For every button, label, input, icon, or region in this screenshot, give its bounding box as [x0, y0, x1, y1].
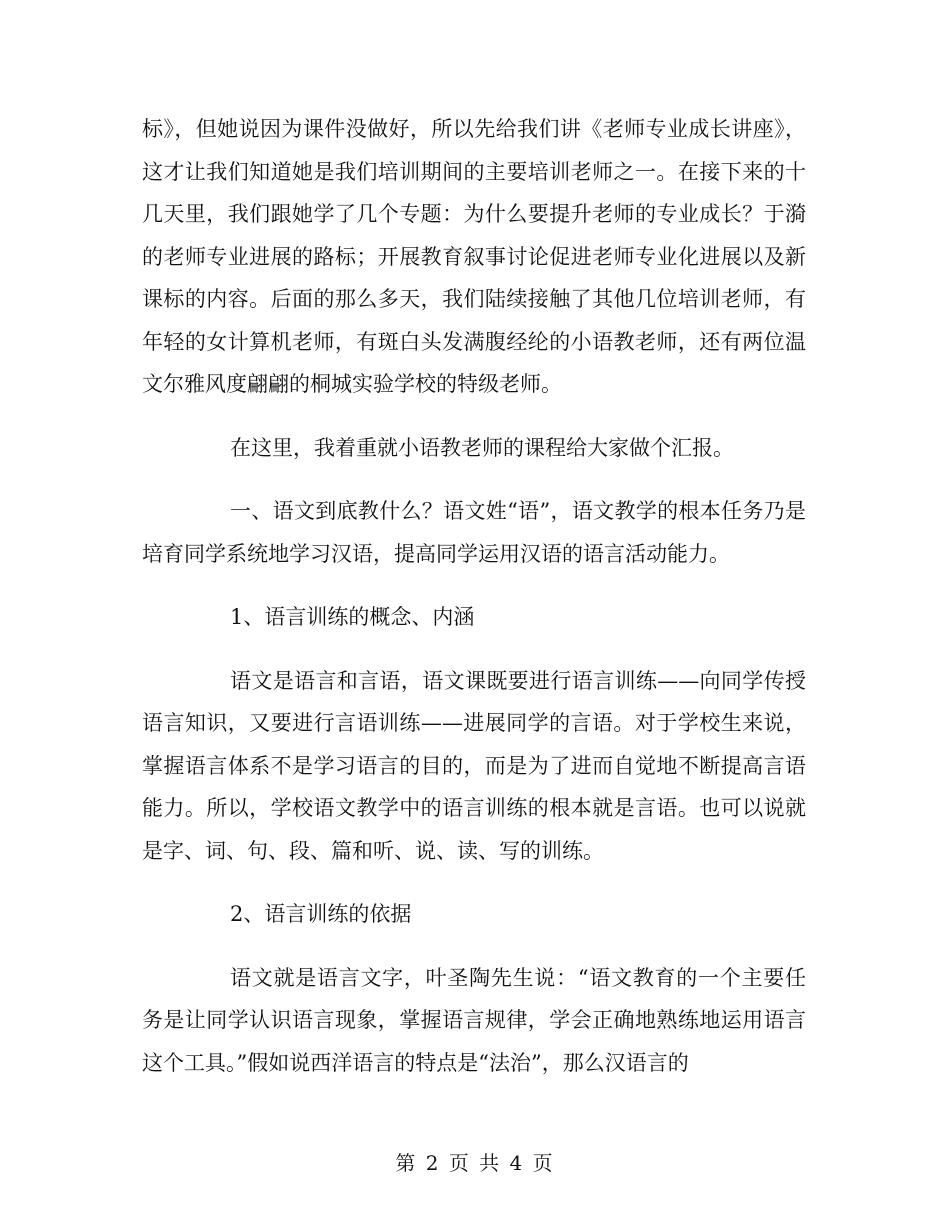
page-footer: 第 2 页 共 4 页 [395, 1151, 555, 1175]
body-text [142, 108, 806, 1105]
paragraph-language-speech: 语文是语言和言语，语文课既要进行语言训练——向同学传授语言知识，又要进行言语训练——进展同学的言语。对于学校生来说，掌握语言体系不是学习语言的目的，而是为了进而自觉地不断提高言语能力。所以，学校语文教学中的语言训练的根本就是言语。也可以说就是字、词、句、段、篇和听、说、读、写的训练。 [142, 668, 806, 863]
paragraph-report-intro: 在这里，我着重就小语教老师的课程给大家做个汇报。 [230, 435, 734, 460]
paragraph-ye-shengtao: 语文就是语言文字，叶圣陶先生说：“语文教育的一个主要任务是让同学认识语言现象，掌握语言规律，学会正确地熟练地运用语言这个工具。”假如说西洋语言的特点是“法治”，那么汉语言的 [142, 965, 806, 1075]
section-heading-what-to-teach: 一、语文到底教什么？语文姓“语”，语文教学的根本任务乃是培育同学系统地学习汉语，提高同学运用汉语的语言活动能力。 [142, 499, 806, 566]
subheading-concept: 1、语言训练的概念、内涵 [230, 605, 475, 629]
subheading-basis: 2、语言训练的依据 [230, 902, 412, 926]
paragraph-continuation: 标》，但她说因为课件没做好，所以先给我们讲《老师专业成长讲座》，这才让我们知道她是我们培训期间的主要培训老师之一。在接下来的十几天里，我们跟她学了几个专题：为什么要提升老师的专业成长？于漪的老师专业进展的路标；开展教育叙事讨论促进老师专业化进展以及新课标的内容。后面的那么多天，我们陆续接触了其他几位培训老师，有年轻的女计算机老师，有斑白头发满腹经纶的小语教老师，还有两位温文尔雅风度翩翩的桐城实验学校的特级老师。 [142, 117, 806, 396]
